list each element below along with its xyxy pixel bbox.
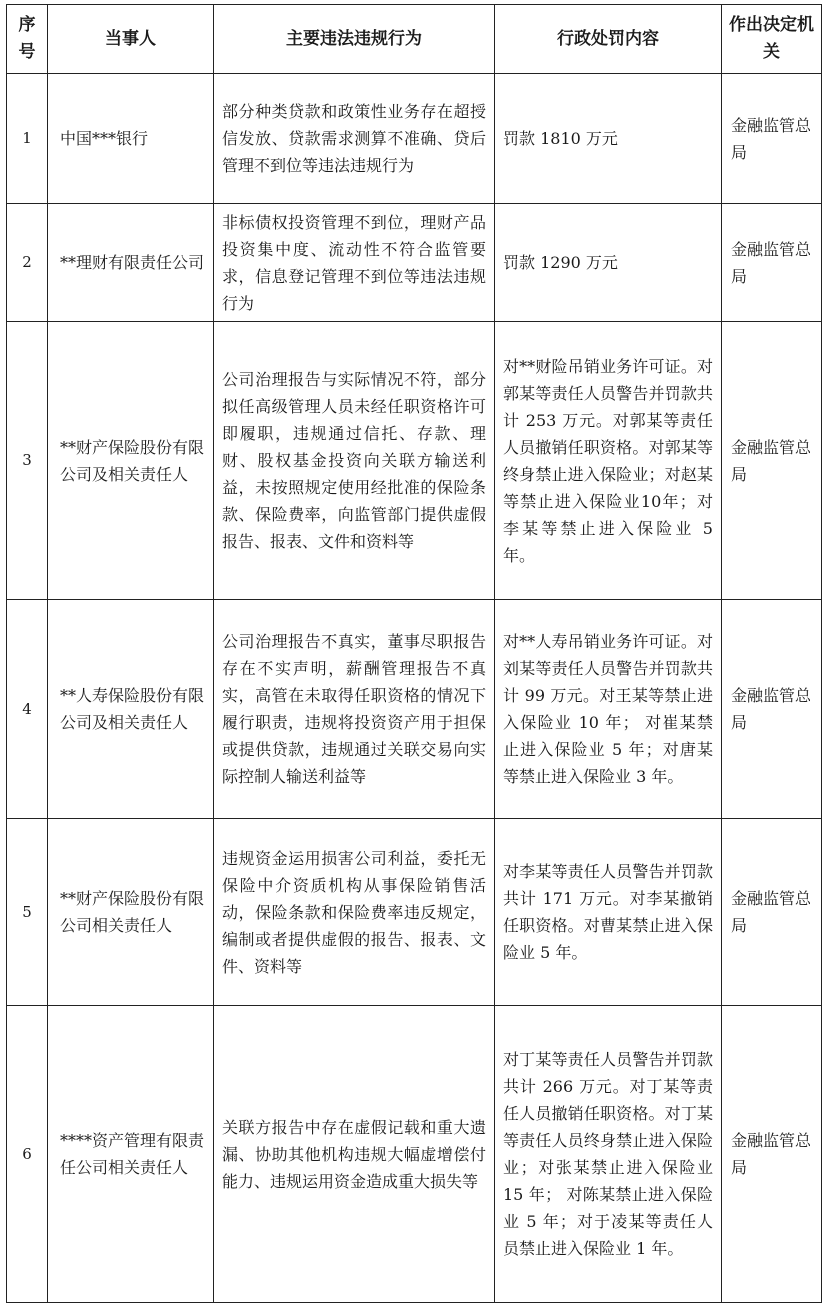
row-authority: 金融监管总局	[722, 74, 822, 204]
header-violation: 主要违法违规行为	[214, 5, 495, 74]
row-seq: 3	[7, 322, 48, 600]
row-party: **财产保险股份有限公司及相关责任人	[48, 322, 214, 600]
row-violation: 违规资金运用损害公司利益，委托无保险中介资质机构从事保险销售活动，保险条款和保险费率违反规定，编制或者提供虚假的报告、报表、文件、资料等	[214, 819, 495, 1006]
row-penalty: 对**人寿吊销业务许可证。对刘某等责任人员警告并罚款共计 99 万元。对王某等禁止进入保险业 10 年； 对崔某禁止进入保险业 5 年；对唐某等禁止进入保险业 3 年。	[495, 600, 722, 819]
row-penalty: 罚款 1290 万元	[495, 204, 722, 322]
row-authority: 金融监管总局	[722, 819, 822, 1006]
row-authority: 金融监管总局	[722, 600, 822, 819]
row-party: ****资产管理有限责任公司相关责任人	[48, 1006, 214, 1303]
row-authority: 金融监管总局	[722, 1006, 822, 1303]
row-penalty: 对李某等责任人员警告并罚款共计 171 万元。对李某撤销任职资格。对曹某禁止进入保险业 5 年。	[495, 819, 722, 1006]
row-seq: 4	[7, 600, 48, 819]
table-row	[7, 600, 822, 819]
row-violation: 非标债权投资管理不到位，理财产品投资集中度、流动性不符合监管要求，信息登记管理不到位等违法违规行为	[214, 204, 495, 322]
row-seq: 2	[7, 204, 48, 322]
header-authority: 作出决定机关	[722, 5, 822, 74]
header-row	[7, 5, 822, 74]
row-seq: 1	[7, 74, 48, 204]
table-row	[7, 204, 822, 322]
table-row	[7, 1006, 822, 1303]
row-penalty: 对丁某等责任人员警告并罚款共计 266 万元。对丁某等责任人员撤销任职资格。对丁某等责任人员终身禁止进入保险业；对张某禁止进入保险业 15 年； 对陈某禁止进入保险业 5 年；对于凌某等责任人员禁止进入保险业 1 年。	[495, 1006, 722, 1303]
row-authority: 金融监管总局	[722, 322, 822, 600]
row-party: **人寿保险股份有限公司及相关责任人	[48, 600, 214, 819]
table-row	[7, 74, 822, 204]
row-penalty: 罚款 1810 万元	[495, 74, 722, 204]
row-violation: 部分种类贷款和政策性业务存在超授信发放、贷款需求测算不准确、贷后管理不到位等违法违规行为	[214, 74, 495, 204]
header-penalty: 行政处罚内容	[495, 5, 722, 74]
penalty-table	[6, 4, 822, 1303]
row-seq: 6	[7, 1006, 48, 1303]
row-party: **理财有限责任公司	[48, 204, 214, 322]
header-seq: 序号	[7, 5, 48, 74]
row-seq: 5	[7, 819, 48, 1006]
row-party: 中国***银行	[48, 74, 214, 204]
row-violation: 公司治理报告不真实，董事尽职报告存在不实声明，薪酬管理报告不真实，高管在未取得任职资格的情况下履行职责，违规将投资资产用于担保或提供贷款，违规通过关联交易向实际控制人输送利益等	[214, 600, 495, 819]
row-violation: 公司治理报告与实际情况不符，部分拟任高级管理人员未经任职资格许可即履职，违规通过信托、存款、理财、股权基金投资向关联方输送利益，未按照规定使用经批准的保险条款、保险费率，向监管部门提供虚假报告、报表、文件和资料等	[214, 322, 495, 600]
table-row	[7, 819, 822, 1006]
row-authority: 金融监管总局	[722, 204, 822, 322]
row-violation: 关联方报告中存在虚假记载和重大遗漏、协助其他机构违规大幅虚增偿付能力、违规运用资金造成重大损失等	[214, 1006, 495, 1303]
header-party: 当事人	[48, 5, 214, 74]
row-penalty: 对**财险吊销业务许可证。对郭某等责任人员警告并罚款共计 253 万元。对郭某等责任人员撤销任职资格。对郭某等终身禁止进入保险业；对赵某等禁止进入保险业10年；对李某等禁止进入保险业 5 年。	[495, 322, 722, 600]
table-row	[7, 322, 822, 600]
row-party: **财产保险股份有限公司相关责任人	[48, 819, 214, 1006]
